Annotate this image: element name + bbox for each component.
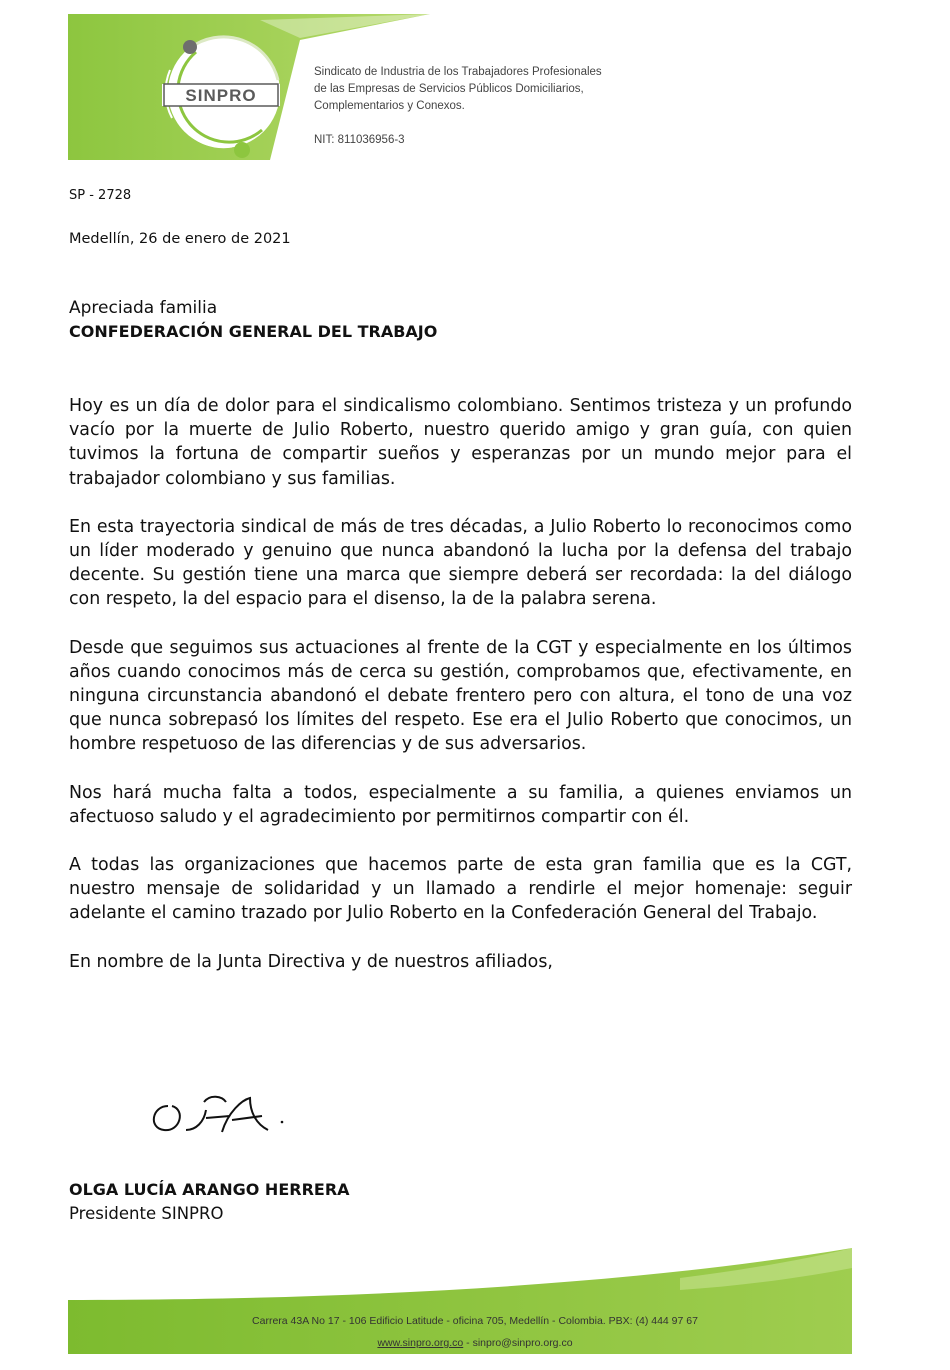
signer-name: OLGA LUCÍA ARANGO HERRERA [69, 1180, 350, 1199]
org-line: de las Empresas de Servicios Públicos Domiciliarios, [314, 83, 584, 95]
signer-title: Presidente SINPRO [69, 1204, 224, 1223]
salutation-block [69, 297, 437, 343]
paragraph: Desde que seguimos sus actuaciones al frente de la CGT y especialmente en los últimos años cuando conocimos más de cerca su gestión, comprobamos que, efectivamente, en ninguna circunstancia abandonó el debate frentero pero con altura, el tono de una voz que nunca sobrepasó los límites del respeto. Ese era el Julio Roberto que conocimos, un hombre respetuoso de las diferencias y de sus adversarios. [69, 637, 852, 755]
email-link[interactable]: sinpro@sinpro.org.co [472, 1337, 573, 1349]
contact-separator: - [463, 1337, 473, 1349]
salutation: Apreciada familia [69, 298, 218, 318]
logo-wordmark: SINPRO [185, 86, 257, 105]
org-line: Complementarios y Conexos. [314, 100, 465, 112]
paragraph: Hoy es un día de dolor para el sindicalismo colombiano. Sentimos tristeza y un profundo vacío por la muerte de Julio Roberto, nuestro querido amigo y gran guía, con quien tuvimos la fortuna de compartir sueños y esperanzas por un mundo mejor para el trabajador colombiano y sus familias. [69, 396, 852, 489]
org-line: Sindicato de Industria de los Trabajadores Profesionales [314, 66, 602, 78]
paragraph: Nos hará mucha falta a todos, especialmente a su familia, a quienes enviamos un afectuoso saludo y el agradecimiento por permitirnos compartir con él. [69, 782, 852, 827]
paragraph: A todas las organizaciones que hacemos parte de esta gran familia que es la CGT, nuestro mensaje de solidaridad y un llamado a rendirle el mejor homenaje: seguir adelante el camino trazado por Julio Roberto en la Confederación General del Trabajo. [69, 855, 852, 924]
footer-green-band [0, 1238, 950, 1370]
signer-block [69, 1178, 350, 1226]
nit-number: NIT: 811036956-3 [314, 134, 405, 146]
website-link[interactable]: www.sinpro.org.co [377, 1337, 464, 1349]
reference-number: SP - 2728 [69, 188, 132, 203]
closing-line: En nombre de la Junta Directiva y de nuestros afiliados, [69, 951, 553, 972]
footer-contact [0, 1337, 950, 1349]
footer-address: Carrera 43A No 17 - 106 Edificio Latitude - oficina 705, Medellín - Colombia. PBX: (4) 444 97 67 [252, 1315, 698, 1327]
letter-body [69, 394, 852, 998]
recipient: CONFEDERACIÓN GENERAL DEL TRABAJO [69, 322, 438, 341]
paragraph: En esta trayectoria sindical de más de tres décadas, a Julio Roberto lo reconocimos como un líder moderado y genuino que nunca abandonó la lucha por la defensa del trabajo decente. Su gestión tiene una marca que siempre deberá ser recordada: la del diálogo con respeto, la del espacio para el disenso, la de la palabra serena. [69, 516, 852, 610]
handwritten-signature [146, 1092, 296, 1142]
letter-date: Medellín, 26 de enero de 2021 [69, 231, 291, 247]
organization-name [314, 64, 734, 115]
